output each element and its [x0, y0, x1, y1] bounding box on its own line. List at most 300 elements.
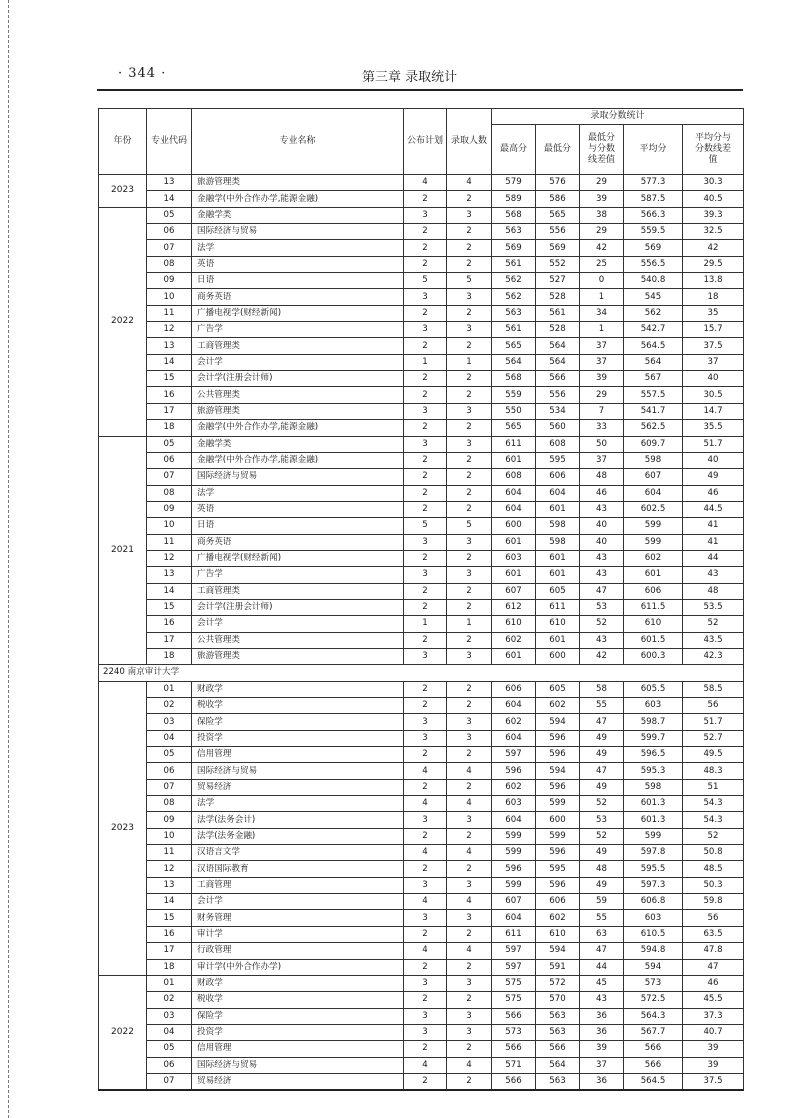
admitted-count: 2	[447, 828, 492, 844]
plan-count: 2	[404, 469, 447, 485]
major-name: 广播电视学(财经新闻)	[192, 305, 404, 321]
plan-count: 2	[404, 256, 447, 272]
min-score-diff: 38	[580, 207, 624, 223]
major-code: 10	[147, 289, 192, 305]
max-score: 612	[492, 599, 536, 615]
major-name: 国际经济与贸易	[192, 224, 404, 240]
min-score: 595	[536, 452, 580, 468]
avg-score: 569	[624, 240, 683, 256]
min-score: 563	[536, 1073, 580, 1090]
avg-score-diff: 48	[683, 583, 744, 599]
min-score: 569	[536, 240, 580, 256]
min-score: 564	[536, 338, 580, 354]
school-header-row	[99, 665, 744, 681]
major-name: 旅游管理类	[192, 175, 404, 191]
max-score: 597	[492, 959, 536, 975]
header-year: 年份	[99, 109, 147, 175]
table-row	[99, 1024, 744, 1040]
max-score: 568	[492, 371, 536, 387]
admitted-count: 2	[447, 452, 492, 468]
max-score: 604	[492, 698, 536, 714]
major-code: 18	[147, 959, 192, 975]
min-score: 606	[536, 894, 580, 910]
max-score: 597	[492, 943, 536, 959]
table-row	[99, 779, 744, 795]
min-score: 602	[536, 910, 580, 926]
avg-score: 566.3	[624, 207, 683, 223]
avg-score-diff: 48.5	[683, 861, 744, 877]
min-score-diff: 47	[580, 714, 624, 730]
min-score-diff: 52	[580, 828, 624, 844]
min-score-diff: 55	[580, 698, 624, 714]
max-score: 602	[492, 714, 536, 730]
major-name: 日语	[192, 518, 404, 534]
avg-score-diff: 46	[683, 975, 744, 991]
max-score: 603	[492, 550, 536, 566]
admitted-count: 2	[447, 338, 492, 354]
min-score: 594	[536, 714, 580, 730]
admitted-count: 2	[447, 747, 492, 763]
avg-score: 598.7	[624, 714, 683, 730]
major-name: 日语	[192, 273, 404, 289]
min-score: 565	[536, 207, 580, 223]
admitted-count: 3	[447, 730, 492, 746]
major-name: 国际经济与贸易	[192, 1057, 404, 1073]
min-score-diff: 49	[580, 779, 624, 795]
avg-score-diff: 44	[683, 550, 744, 566]
max-score: 562	[492, 289, 536, 305]
admitted-count: 4	[447, 845, 492, 861]
min-score: 608	[536, 436, 580, 452]
major-code: 06	[147, 763, 192, 779]
avg-score-diff: 56	[683, 698, 744, 714]
avg-score-diff: 42	[683, 240, 744, 256]
table-row	[99, 289, 744, 305]
max-score: 599	[492, 877, 536, 893]
table-row	[99, 943, 744, 959]
plan-count: 3	[404, 714, 447, 730]
avg-score-diff: 59.8	[683, 894, 744, 910]
major-code: 10	[147, 518, 192, 534]
min-score: 564	[536, 1057, 580, 1073]
year-cell: 2022	[99, 975, 147, 1090]
min-score-diff: 29	[580, 224, 624, 240]
avg-score-diff: 49.5	[683, 747, 744, 763]
major-code: 13	[147, 175, 192, 191]
binding-margin-line	[8, 0, 11, 1118]
max-score: 601	[492, 534, 536, 550]
min-score-diff: 44	[580, 959, 624, 975]
max-score: 597	[492, 747, 536, 763]
admitted-count: 2	[447, 501, 492, 517]
min-score-diff: 37	[580, 1057, 624, 1073]
major-name: 贸易经济	[192, 779, 404, 795]
avg-score-diff: 37.3	[683, 1008, 744, 1024]
header-code: 专业代码	[147, 109, 192, 175]
major-name: 公共管理类	[192, 632, 404, 648]
major-code: 16	[147, 387, 192, 403]
plan-count: 2	[404, 1041, 447, 1057]
min-score: 563	[536, 1008, 580, 1024]
table-row	[99, 975, 744, 991]
max-score: 606	[492, 681, 536, 697]
avg-score: 599	[624, 534, 683, 550]
avg-score-diff: 40.5	[683, 191, 744, 207]
avg-score: 604	[624, 485, 683, 501]
table-row	[99, 796, 744, 812]
avg-score: 594.8	[624, 943, 683, 959]
admitted-count: 3	[447, 322, 492, 338]
major-code: 08	[147, 485, 192, 501]
major-name: 投资学	[192, 1024, 404, 1040]
major-name: 财务管理	[192, 910, 404, 926]
plan-count: 2	[404, 992, 447, 1008]
table-row	[99, 1008, 744, 1024]
table-row	[99, 452, 744, 468]
admitted-count: 2	[447, 191, 492, 207]
table-row	[99, 894, 744, 910]
min-score: 604	[536, 485, 580, 501]
min-score-diff: 53	[580, 599, 624, 615]
admitted-count: 1	[447, 354, 492, 370]
max-score: 601	[492, 452, 536, 468]
admitted-count: 2	[447, 632, 492, 648]
min-score: 610	[536, 926, 580, 942]
min-score-diff: 52	[580, 616, 624, 632]
major-name: 旅游管理类	[192, 648, 404, 664]
avg-score: 573	[624, 975, 683, 991]
avg-score-diff: 54.3	[683, 812, 744, 828]
max-score: 611	[492, 926, 536, 942]
admitted-count: 2	[447, 1073, 492, 1090]
major-code: 05	[147, 436, 192, 452]
min-score: 605	[536, 583, 580, 599]
table-row	[99, 403, 744, 419]
avg-score-diff: 41	[683, 534, 744, 550]
major-name: 会计学	[192, 616, 404, 632]
plan-count: 4	[404, 845, 447, 861]
major-name: 财政学	[192, 975, 404, 991]
min-score: 600	[536, 812, 580, 828]
admitted-count: 2	[447, 224, 492, 240]
major-code: 15	[147, 599, 192, 615]
avg-score: 577.3	[624, 175, 683, 191]
plan-count: 3	[404, 322, 447, 338]
major-code: 12	[147, 861, 192, 877]
plan-count: 3	[404, 207, 447, 223]
table-row	[99, 305, 744, 321]
plan-count: 4	[404, 175, 447, 191]
major-code: 07	[147, 779, 192, 795]
major-code: 05	[147, 207, 192, 223]
table-row	[99, 747, 744, 763]
min-score-diff: 33	[580, 420, 624, 436]
avg-score: 567.7	[624, 1024, 683, 1040]
avg-score: 564.3	[624, 1008, 683, 1024]
max-score: 550	[492, 403, 536, 419]
major-code: 14	[147, 191, 192, 207]
max-score: 604	[492, 812, 536, 828]
avg-score: 596.5	[624, 747, 683, 763]
avg-score: 601.3	[624, 796, 683, 812]
max-score: 561	[492, 322, 536, 338]
max-score: 562	[492, 273, 536, 289]
table-row	[99, 518, 744, 534]
max-score: 611	[492, 436, 536, 452]
admitted-count: 3	[447, 403, 492, 419]
major-code: 12	[147, 550, 192, 566]
min-score-diff: 47	[580, 943, 624, 959]
major-name: 工商管理	[192, 877, 404, 893]
max-score: 599	[492, 828, 536, 844]
min-score: 596	[536, 730, 580, 746]
major-code: 14	[147, 894, 192, 910]
min-score: 528	[536, 322, 580, 338]
max-score: 589	[492, 191, 536, 207]
min-score-diff: 39	[580, 371, 624, 387]
max-score: 610	[492, 616, 536, 632]
table-row	[99, 992, 744, 1008]
table-row	[99, 812, 744, 828]
table-row	[99, 501, 744, 517]
major-code: 16	[147, 926, 192, 942]
major-name: 金融学(中外合作办学,能源金融)	[192, 191, 404, 207]
plan-count: 2	[404, 485, 447, 501]
major-name: 信用管理	[192, 747, 404, 763]
min-score-diff: 36	[580, 1024, 624, 1040]
major-code: 13	[147, 567, 192, 583]
min-score-diff: 58	[580, 681, 624, 697]
table-row	[99, 926, 744, 942]
min-score-diff: 25	[580, 256, 624, 272]
min-score: 602	[536, 698, 580, 714]
avg-score-diff: 56	[683, 910, 744, 926]
chapter-title: 第三章 录取统计	[362, 70, 458, 85]
table-row	[99, 273, 744, 289]
avg-score: 564.5	[624, 338, 683, 354]
admitted-count: 3	[447, 1008, 492, 1024]
admitted-count: 3	[447, 1024, 492, 1040]
min-score: 600	[536, 648, 580, 664]
avg-score-diff: 58.5	[683, 681, 744, 697]
min-score: 534	[536, 403, 580, 419]
max-score: 607	[492, 894, 536, 910]
plan-count: 2	[404, 305, 447, 321]
plan-count: 2	[404, 452, 447, 468]
header-rule	[97, 89, 743, 91]
min-score: 596	[536, 779, 580, 795]
max-score: 604	[492, 485, 536, 501]
min-score: 566	[536, 1041, 580, 1057]
admitted-count: 2	[447, 681, 492, 697]
year-cell: 2023	[99, 175, 147, 208]
min-score-diff: 40	[580, 518, 624, 534]
major-code: 06	[147, 452, 192, 468]
admitted-count: 2	[447, 926, 492, 942]
avg-score: 587.5	[624, 191, 683, 207]
avg-score: 609.7	[624, 436, 683, 452]
min-score: 596	[536, 877, 580, 893]
plan-count: 3	[404, 436, 447, 452]
min-score-diff: 49	[580, 877, 624, 893]
min-score-diff: 46	[580, 485, 624, 501]
min-score-diff: 53	[580, 812, 624, 828]
plan-count: 2	[404, 501, 447, 517]
admitted-count: 3	[447, 436, 492, 452]
major-name: 英语	[192, 501, 404, 517]
min-score-diff: 36	[580, 1073, 624, 1090]
admitted-count: 3	[447, 910, 492, 926]
admitted-count: 2	[447, 256, 492, 272]
min-score: 576	[536, 175, 580, 191]
major-code: 06	[147, 224, 192, 240]
plan-count: 3	[404, 730, 447, 746]
school-name: 2240 南京审计大学	[99, 665, 744, 681]
admitted-count: 2	[447, 485, 492, 501]
max-score: 596	[492, 763, 536, 779]
min-score-diff: 43	[580, 501, 624, 517]
max-score: 563	[492, 305, 536, 321]
avg-score: 602.5	[624, 501, 683, 517]
major-name: 金融学类	[192, 436, 404, 452]
avg-score-diff: 40	[683, 452, 744, 468]
avg-score: 599	[624, 828, 683, 844]
avg-score: 562.5	[624, 420, 683, 436]
plan-count: 2	[404, 747, 447, 763]
admitted-count: 4	[447, 763, 492, 779]
max-score: 579	[492, 175, 536, 191]
major-name: 税收学	[192, 992, 404, 1008]
page-number: · 344 ·	[118, 66, 167, 81]
table-row	[99, 240, 744, 256]
major-code: 14	[147, 583, 192, 599]
min-score: 556	[536, 224, 580, 240]
avg-score: 542.7	[624, 322, 683, 338]
avg-score-diff: 52	[683, 616, 744, 632]
avg-score: 600.3	[624, 648, 683, 664]
min-score: 601	[536, 550, 580, 566]
max-score: 600	[492, 518, 536, 534]
major-name: 国际经济与贸易	[192, 763, 404, 779]
major-code: 05	[147, 747, 192, 763]
table-row	[99, 648, 744, 664]
max-score: 563	[492, 224, 536, 240]
avg-score: 606.8	[624, 894, 683, 910]
table-row	[99, 1073, 744, 1090]
admitted-count: 2	[447, 1041, 492, 1057]
major-code: 09	[147, 812, 192, 828]
admitted-count: 4	[447, 796, 492, 812]
major-code: 03	[147, 714, 192, 730]
table-row	[99, 763, 744, 779]
table-row	[99, 583, 744, 599]
min-score: 598	[536, 518, 580, 534]
max-score: 607	[492, 583, 536, 599]
max-score: 604	[492, 501, 536, 517]
min-score-diff: 34	[580, 305, 624, 321]
major-name: 公共管理类	[192, 387, 404, 403]
header-avg-diff: 平均分与分数线差值	[683, 125, 744, 175]
min-score: 556	[536, 387, 580, 403]
min-score-diff: 37	[580, 452, 624, 468]
table-row	[99, 191, 744, 207]
header-admitted: 录取人数	[447, 109, 492, 175]
header-plan: 公布计划	[404, 109, 447, 175]
table-row	[99, 567, 744, 583]
admitted-count: 2	[447, 469, 492, 485]
major-name: 法学	[192, 485, 404, 501]
major-name: 工商管理类	[192, 583, 404, 599]
admitted-count: 2	[447, 371, 492, 387]
major-code: 11	[147, 534, 192, 550]
table-row	[99, 632, 744, 648]
max-score: 564	[492, 354, 536, 370]
avg-score: 567	[624, 371, 683, 387]
plan-count: 2	[404, 371, 447, 387]
major-code: 02	[147, 698, 192, 714]
major-code: 09	[147, 273, 192, 289]
major-name: 国际经济与贸易	[192, 469, 404, 485]
major-code: 17	[147, 632, 192, 648]
avg-score: 597.8	[624, 845, 683, 861]
avg-score: 559.5	[624, 224, 683, 240]
plan-count: 5	[404, 273, 447, 289]
major-code: 04	[147, 1024, 192, 1040]
avg-score: 603	[624, 910, 683, 926]
min-score: 594	[536, 943, 580, 959]
major-code: 18	[147, 420, 192, 436]
major-code: 18	[147, 648, 192, 664]
max-score: 559	[492, 387, 536, 403]
avg-score-diff: 35	[683, 305, 744, 321]
major-name: 审计学	[192, 926, 404, 942]
min-score-diff: 48	[580, 469, 624, 485]
plan-count: 2	[404, 338, 447, 354]
major-code: 15	[147, 371, 192, 387]
min-score-diff: 40	[580, 534, 624, 550]
admitted-count: 3	[447, 812, 492, 828]
plan-count: 2	[404, 779, 447, 795]
avg-score: 545	[624, 289, 683, 305]
admitted-count: 3	[447, 534, 492, 550]
avg-score: 599.7	[624, 730, 683, 746]
plan-count: 3	[404, 975, 447, 991]
major-name: 旅游管理类	[192, 403, 404, 419]
table-row	[99, 681, 744, 697]
avg-score-diff: 13.8	[683, 273, 744, 289]
min-score-diff: 1	[580, 289, 624, 305]
admitted-count: 2	[447, 387, 492, 403]
header-major-name: 专业名称	[192, 109, 404, 175]
major-code: 13	[147, 877, 192, 893]
plan-count: 3	[404, 567, 447, 583]
table-row	[99, 599, 744, 615]
plan-count: 4	[404, 763, 447, 779]
table-row	[99, 1057, 744, 1073]
avg-score-diff: 43.5	[683, 632, 744, 648]
avg-score: 572.5	[624, 992, 683, 1008]
plan-count: 2	[404, 1073, 447, 1090]
admitted-count: 3	[447, 648, 492, 664]
admitted-count: 5	[447, 273, 492, 289]
major-name: 法学(法务金融)	[192, 828, 404, 844]
plan-count: 4	[404, 894, 447, 910]
avg-score: 597.3	[624, 877, 683, 893]
major-name: 法学	[192, 240, 404, 256]
admitted-count: 2	[447, 599, 492, 615]
admitted-count: 2	[447, 861, 492, 877]
min-score-diff: 42	[580, 648, 624, 664]
